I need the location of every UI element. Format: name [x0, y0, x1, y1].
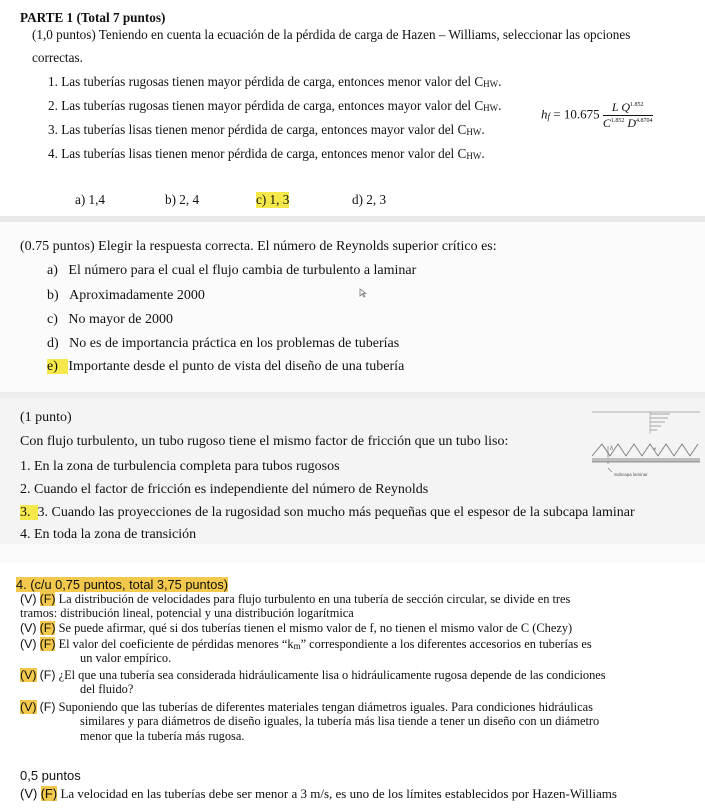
q2-option-b[interactable]: b) Aproximadamente 2000	[47, 288, 205, 303]
statement-4: (V) (F) ¿El que una tubería sea considerada hidráulicamente lisa o hidráulicamente rugosa depende de las condiciones	[20, 668, 606, 682]
laminar-sublayer-label: Subcapa laminar	[614, 472, 648, 477]
statement-1: (V) (F) La distribución de velocidades para flujo turbulento en una tubería de sección circular, se divide en tres	[20, 592, 571, 606]
false-option[interactable]: (F)	[39, 668, 56, 682]
q1-item-1: 1. Las tuberías rugosas tienen mayor pérdida de carga, entonces menor valor del CHW.	[48, 74, 502, 89]
question-5-points: 0,5 puntos	[20, 768, 81, 783]
q2-option-d[interactable]: d) No es de importancia práctica en los problemas de tuberías	[47, 336, 400, 351]
false-option-selected[interactable]: (F)	[39, 621, 56, 635]
true-option-selected[interactable]: (V)	[20, 668, 37, 682]
statement-6: (V) (F) La velocidad en las tuberías debe ser menor a 3 m/s, es uno de los límites establecidos por Hazen-Williams	[20, 786, 617, 801]
statement-1-cont: tramos: distribución lineal, potencial y una distribución logarítmica	[20, 606, 354, 620]
true-option[interactable]: (V)	[20, 621, 37, 635]
q3-option-2[interactable]: 2. Cuando el factor de fricción es independiente del número de Reynolds	[20, 482, 429, 497]
rough-pipe-diagram	[588, 404, 702, 500]
q1-item-4: 4. Las tuberías lisas tienen menor pérdida de carga, entonces menor valor del CHW.	[48, 146, 485, 161]
statement-5-cont2: menor que la tubería más rugosa.	[80, 729, 245, 743]
statement-4-cont: del fluido?	[80, 682, 134, 696]
question-2-text: (0.75 puntos) Elegir la respuesta correcta. El número de Reynolds superior crítico es:	[20, 239, 497, 254]
question-3-text: Con flujo turbulento, un tubo rugoso tiene el mismo factor de fricción que un tubo liso:	[20, 434, 509, 449]
false-option-selected[interactable]: (F)	[40, 786, 58, 801]
statement-3-cont: un valor empírico.	[80, 651, 172, 665]
true-option[interactable]: (V)	[20, 786, 38, 801]
q3-option-3-selected[interactable]: 3. 3. Cuando las proyecciones de la rugosidad son mucho más pequeñas que el espesor de la subcapa laminar	[20, 505, 635, 520]
roughness-e-label: e	[654, 447, 657, 452]
statement-3: (V) (F) El valor del coeficiente de pérdidas menores “km” correspondiente a los diferentes accesorios en tuberías es	[20, 637, 592, 651]
q3-option-4[interactable]: 4. En toda la zona de transición	[20, 527, 197, 542]
statement-5-cont: similares y para diámetros de diseño iguales, la tubería más lisa tiende a tener un diseño con un diámetro	[80, 714, 600, 728]
true-option-selected[interactable]: (V)	[20, 700, 37, 714]
q2-option-e-selected[interactable]: e) Importante desde el punto de vista del diseño de una tubería	[47, 359, 405, 374]
q1-option-a[interactable]: a) 1,4	[75, 192, 106, 207]
part-title: PARTE 1 (Total 7 puntos)	[20, 10, 166, 25]
statement-5: (V) (F) Suponiendo que las tuberías de diferentes materiales tengan diámetros iguales. Para condiciones hidráulicas	[20, 700, 593, 714]
question-3-points: (1 punto)	[20, 410, 72, 425]
false-option-selected[interactable]: (F)	[39, 592, 56, 606]
q1-item-3: 3. Las tuberías lisas tienen menor pérdida de carga, entonces mayor valor del CHW.	[48, 122, 485, 137]
statement-2: (V) (F) Se puede afirmar, qué si dos tuberías tienen el mismo valor de f, no tienen el mismo valor de C (Chezy)	[20, 621, 573, 635]
hazen-williams-formula: hf = 10.675 $\frac{L Q^{1.852}}{C^{1.852} D^{4.8704}}$	[541, 100, 653, 130]
q2-option-a[interactable]: a) El número para el cual el flujo cambia de turbulento a laminar	[47, 263, 417, 278]
false-option-selected[interactable]: (F)	[39, 637, 56, 651]
mouse-cursor-icon	[359, 288, 367, 298]
q2-option-c[interactable]: c) No mayor de 2000	[47, 312, 173, 327]
divider	[0, 544, 705, 563]
false-option[interactable]: (F)	[39, 700, 56, 714]
true-option[interactable]: (V)	[20, 592, 37, 606]
q1-item-2: 2. Las tuberías rugosas tienen mayor pérdida de carga, entonces mayor valor del CHW.	[48, 98, 502, 113]
delta-label: δ	[610, 446, 613, 452]
question-1-text: (1,0 puntos) Teniendo en cuenta la ecuación de la pérdida de carga de Hazen – Williams, seleccionar las opciones	[32, 27, 631, 42]
true-option[interactable]: (V)	[20, 637, 37, 651]
q1-option-d[interactable]: d) 2, 3	[352, 192, 387, 207]
question-1-text-cont: correctas.	[32, 50, 83, 65]
q3-option-1[interactable]: 1. En la zona de turbulencia completa para tubos rugosos	[20, 459, 340, 474]
q1-option-b[interactable]: b) 2, 4	[165, 192, 200, 207]
question-4-title: 4. (c/u 0,75 puntos, total 3,75 puntos)	[16, 577, 228, 592]
q1-option-c-selected[interactable]: c) 1, 3	[256, 192, 290, 207]
